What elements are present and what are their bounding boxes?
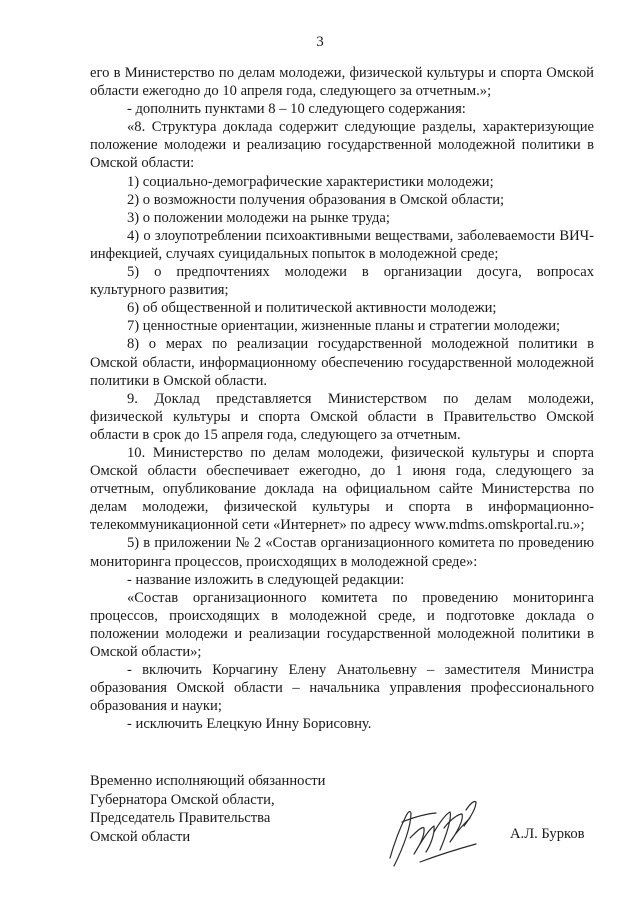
list-item-3: 3) о положении молодежи на рынке труда; — [127, 209, 390, 226]
signatory-title-line: Омской области — [90, 828, 191, 845]
paragraph-include-member: - включить Корчагину Елену Анатольевну – заместителя Министра образования Омской области – начальника управления профессионального образования и науки; — [90, 662, 594, 715]
paragraph-new-title: «Состав организационного комитета по проведению мониторинга процессов, происходящих в молодежной среде, и подготовке доклада о положении молодежи и реализации государственной молодежной политики в Омской области»; — [90, 589, 594, 660]
paragraph-item-9: 9. Доклад представляется Министерством по делам молодежи, физической культуры и спорта Омской области в Правительство Омской области в срок до 15 апреля года, следующего за отчетным. — [90, 390, 594, 443]
list-item-2: 2) о возможности получения образования в Омской области; — [127, 191, 505, 208]
paragraph-continuation: его в Министерство по делам молодежи, физической культуры и спорта Омской области ежегодно до 10 апреля года, следующего за отчетным.»; — [90, 65, 594, 100]
paragraph-amendment-intro: - дополнить пунктами 8 – 10 следующего содержания: — [127, 101, 466, 118]
list-item-5: 5) о предпочтениях молодежи в организации досуга, вопросах культурного развития; — [90, 264, 594, 299]
paragraph-appendix-2: 5) в приложении № 2 «Состав организационного комитета по проведению мониторинга процессов, происходящих в молодежной среде»: — [90, 535, 594, 570]
paragraph-item-10: 10. Министерство по делам молодежи, физической культуры и спорта Омской области обеспечивает ежегодно, до 1 июня года, следующего за отчетным, опубликование доклада на официальном сайте Министерства по делам молодежи, физической культуры и спорта в информационно-телекоммуникационной сети «Интернет» по адресу www.mdms.omskportal.ru.»; — [90, 444, 594, 534]
list-item-6: 6) об общественной и политической активности молодежи; — [127, 300, 497, 317]
document-body — [90, 64, 594, 733]
page-number: 3 — [316, 34, 324, 50]
signatory-name: А.Л. Бурков — [510, 826, 585, 842]
list-item-8: 8) о мерах по реализации государственной молодежной политики в Омской области, информационному обеспечению государственной молодежной политики в Омской области. — [90, 336, 594, 389]
list-item-1: 1) социально-демографические характеристики молодежи; — [127, 173, 494, 190]
handwritten-signature — [380, 792, 490, 872]
paragraph-title-change: - название изложить в следующей редакции: — [127, 571, 405, 588]
paragraph-item-8: «8. Структура доклада содержит следующие разделы, характеризующие положение молодежи и реализацию государственной молодежной политики в Омской области: — [90, 119, 594, 172]
signatory-title — [90, 772, 325, 846]
signatory-title-line: Губернатора Омской области, — [90, 791, 275, 808]
signatory-title-line: Временно исполняющий обязанности — [90, 773, 326, 789]
list-item-4: 4) о злоупотреблении психоактивными веществами, заболеваемости ВИЧ-инфекцией, случаях суицидальных попыток в молодежной среде; — [90, 227, 594, 262]
signatory-title-line: Председатель Правительства — [90, 810, 271, 827]
list-item-7: 7) ценностные ориентации, жизненные планы и стратегии молодежи; — [127, 318, 561, 335]
paragraph-exclude-member: - исключить Елецкую Инну Борисовну. — [127, 716, 372, 733]
